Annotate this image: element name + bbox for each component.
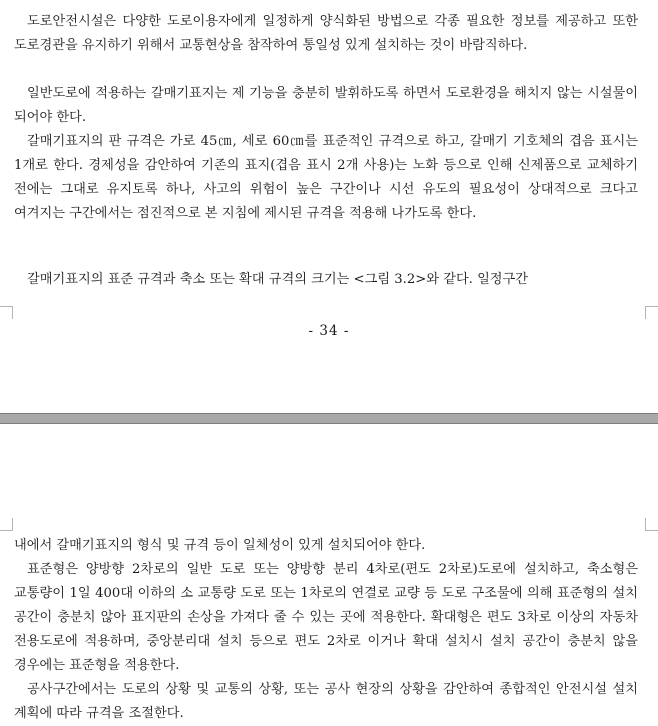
page-number: - 34 - [308,323,350,339]
crop-mark-bottom-left [0,306,13,319]
document-page-35 [0,424,658,722]
crop-mark-top-right [645,518,658,531]
body-paragraph-sign-size: 갈매기표지의 판 규격은 가로 45㎝, 세로 60㎝를 표준적인 규격으로 하고, 갈매기 기호체의 겹음 표시는 1개로 한다. 경제성을 감안하여 기존의 표지(겹음 표시 2개 사용)는 노화 등으로 인해 신제품으로 교체하기 전에는 그대로 유지토록 하나, 사고의 위험이 높은 구간이나 시선 유도의 필요성이 상대적으로 크다고 여겨지는 구간에서는 점진적으로 본 지침에 제시된 규격을 적용해 나가도록 한다. [14,134,638,221]
body-paragraph-general-road: 일반도로에 적용하는 갈매기표지는 제 기능을 충분히 발휘하도록 하면서 도로환경을 해치지 않는 시설물이 되어야 한다. [14,86,638,125]
crop-mark-bottom-right [645,306,658,319]
body-paragraph-continuation: 내에서 갈매기표지의 형식 및 규격 등이 일체성이 있게 설치되어야 한다. [14,538,426,553]
crop-mark-top-left [0,518,13,531]
body-paragraph-standard-scale: 갈매기표지의 표준 규격과 축소 또는 확대 규격의 크기는 <그림 3.2>와 같다. 일정구간 [27,272,529,287]
body-paragraph-safety-facilities: 도로안전시설은 다양한 도로이용자에게 일정하게 양식화된 방법으로 각종 필요한 정보를 제공하고 또한 도로경관을 유지하기 위해서 교통현상을 참작하여 통일성 있게 설치하는 것이 바람직하다. [14,14,638,53]
body-paragraph-construction: 공사구간에서는 도로의 상황 및 교통의 상황, 또는 공사 현장의 상황을 감안하여 종합적인 안전시설 설치 계획에 따라 규격을 조절한다. [14,682,638,721]
page-separator [0,413,658,424]
body-paragraph-sign-types: 표준형은 양방향 2차로의 일반 도로 또는 양방향 분리 4차로(편도 2차로)도로에 설치하고, 축소형은 교통량이 1일 400대 이하의 소 교통량 도로 또는 1차로의 연결로 교량 등 도로 구조물에 의해 표준형의 설치 공간이 충분치 않아 표지판의 손상을 가져다 줄 수 있는 곳에 적용한다. 확대형은 편도 3차로 이상의 자동차 전용도로에 적용하며, 중앙분리대 설치 등으로 편도 2차로 이거나 확대 설치시 설치 공간이 충분치 않을 경우에는 표준형을 적용한다. [14,562,638,673]
